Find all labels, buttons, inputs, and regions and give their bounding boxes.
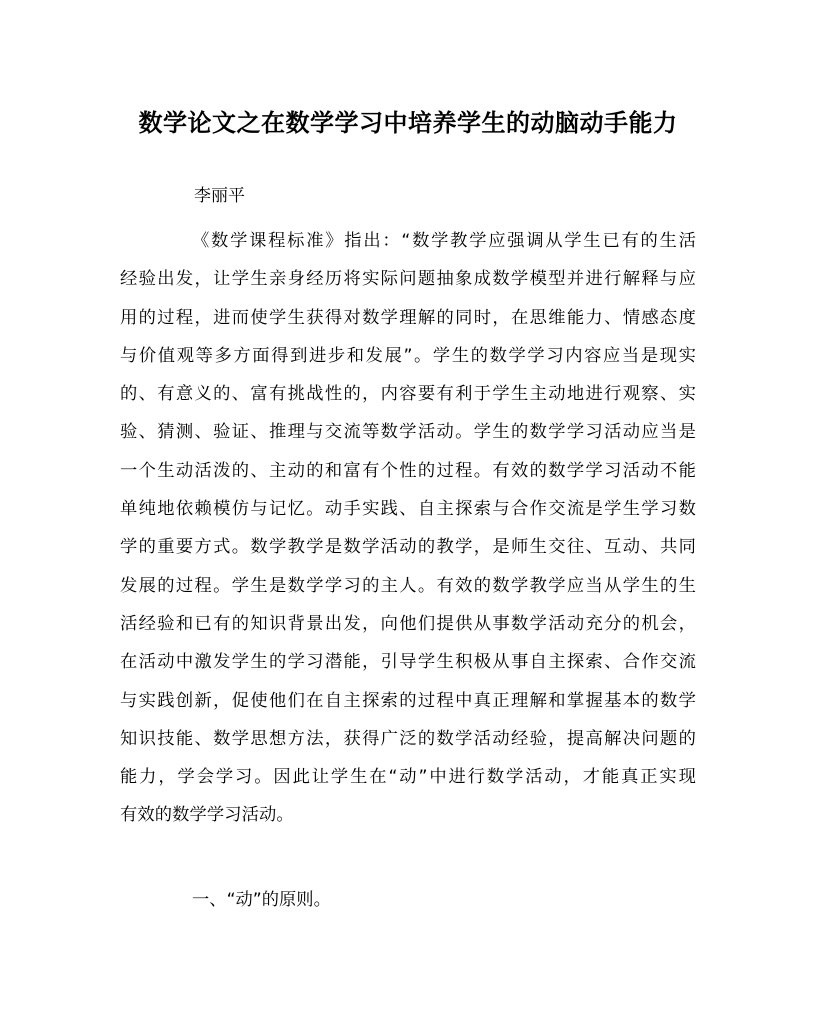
paragraph-line: 发展的过程。学生是数学学习的主人。有效的数学教学应当从学生的生 <box>120 575 696 596</box>
paragraph-line: 有效的数学学习活动。 <box>120 805 294 826</box>
paragraph-line: 验、猜测、验证、推理与交流等数学活动。学生的数学学习活动应当是 <box>120 422 696 443</box>
paragraph-line: 单纯地依赖模仿与记忆。动手实践、自主探索与合作交流是学生学习数 <box>120 499 696 520</box>
paragraph-line: 活经验和已有的知识背景出发，向他们提供从事数学活动充分的机会， <box>120 613 696 634</box>
paragraph-line: 《数学课程标准》指出：“数学教学应强调从学生已有的生活 <box>192 231 696 251</box>
paragraph-line: 学的重要方式。数学教学是数学活动的教学，是师生交往、互动、共同 <box>120 537 696 558</box>
paragraph-line: 与实践创新，促使他们在自主探索的过程中真正理解和掌握基本的数学 <box>120 690 696 711</box>
paragraph-line: 经验出发，让学生亲身经历将实际问题抽象成数学模型并进行解释与应 <box>120 269 696 290</box>
body-paragraph <box>120 222 696 835</box>
author-name: 李丽平 <box>194 186 245 206</box>
document-title: 数学论文之在数学学习中培养学生的动脑动手能力 <box>138 108 678 137</box>
paragraph-line: 知识技能、数学思想方法，获得广泛的数学活动经验，提高解决问题的 <box>120 728 696 749</box>
paragraph-line: 能力，学会学习。因此让学生在“动”中进行数学活动，才能真正实现 <box>120 767 696 788</box>
paragraph-line: 在活动中激发学生的学习潜能，引导学生积极从事自主探索、合作交流 <box>120 652 696 673</box>
paragraph-line: 用的过程，进而使学生获得对数学理解的同时，在思维能力、情感态度 <box>120 307 696 328</box>
paragraph-line: 与价值观等多方面得到进步和发展”。学生的数学学习内容应当是现实 <box>120 345 696 366</box>
section-heading: 一、“动”的原则。 <box>192 890 331 910</box>
paragraph-line: 一个生动活泼的、主动的和富有个性的过程。有效的数学学习活动不能 <box>120 460 696 481</box>
paragraph-line: 的、有意义的、富有挑战性的，内容要有利于学生主动地进行观察、实 <box>120 384 696 405</box>
